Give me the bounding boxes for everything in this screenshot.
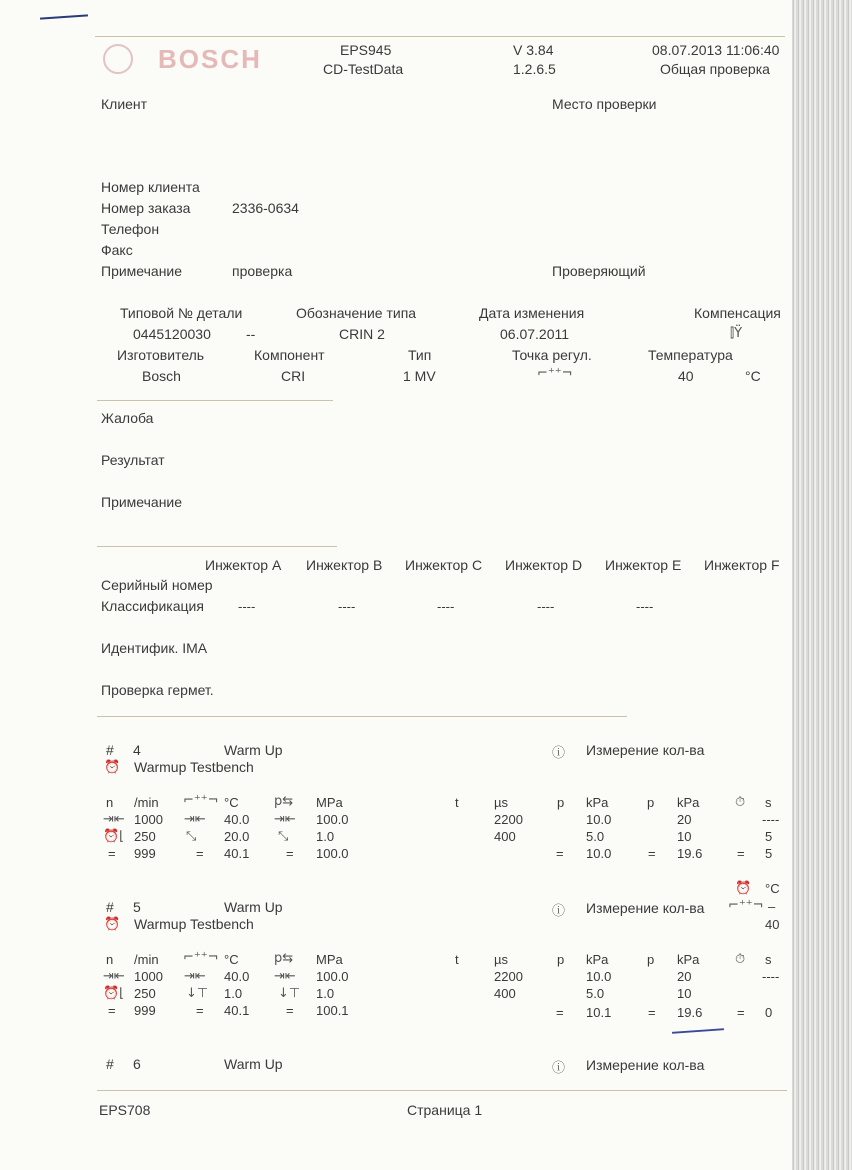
tolerance-icon: ↓⊤ bbox=[278, 986, 301, 1001]
fax-label: Факс bbox=[101, 242, 133, 258]
version: V 3.84 bbox=[513, 42, 554, 58]
step-hash: # bbox=[106, 1056, 114, 1072]
note-label: Примечание bbox=[101, 263, 183, 279]
info-icon: ⓘ bbox=[552, 904, 566, 919]
footer-rule bbox=[97, 1090, 787, 1091]
timer-icon: ⏱ bbox=[735, 795, 746, 810]
nominal-icon: ⇥⇤ bbox=[184, 969, 206, 984]
leak-label: Проверка гермет. bbox=[101, 682, 214, 698]
tolerance-speed: 250 bbox=[134, 986, 156, 1001]
actual-eq: = bbox=[108, 846, 116, 861]
product-name: EPS945 bbox=[340, 42, 392, 58]
nominal-icon: ⇥⇤ bbox=[274, 969, 296, 984]
seconds-actual: 0 bbox=[765, 1005, 773, 1020]
seconds-actual: 5 bbox=[765, 846, 773, 861]
build: 1.2.6.5 bbox=[513, 61, 556, 77]
rail-p-actual: 10.0 bbox=[586, 846, 612, 861]
seconds-nominal: ---- bbox=[762, 812, 780, 827]
rail-p-label: p bbox=[557, 795, 565, 810]
nominal-pressure: 100.0 bbox=[316, 969, 349, 984]
nominal-icon: ⇥⇤ bbox=[103, 812, 125, 827]
temperature-value: 40 bbox=[678, 368, 694, 384]
back-p-actual: 19.6 bbox=[677, 846, 703, 861]
temperature-unit: °C bbox=[745, 368, 761, 384]
extra-temp-unit: °C bbox=[765, 881, 780, 896]
ima-label: Идентифик. IMA bbox=[101, 640, 208, 656]
step-desc: Warmup Testbench bbox=[134, 916, 254, 932]
injector-e-header: Инжектор E bbox=[605, 557, 682, 573]
step-name: Warm Up bbox=[224, 899, 283, 915]
type-label: Обозначение типа bbox=[296, 305, 417, 321]
tolerance-icon: ⤡ bbox=[278, 829, 289, 844]
speed-label: n bbox=[106, 795, 114, 810]
inspector-label: Проверяющий bbox=[552, 263, 646, 279]
location-label: Место проверки bbox=[552, 96, 657, 112]
nominal-icon: ⇥⇤ bbox=[103, 969, 125, 984]
pressure-unit: MPa bbox=[316, 795, 343, 810]
rail-p-nominal: 10.0 bbox=[586, 969, 612, 984]
temperature-label: Температура bbox=[648, 347, 733, 363]
actual-eq: = bbox=[648, 846, 656, 861]
back-p-unit: kPa bbox=[677, 952, 700, 967]
clock-icon: ⏰ bbox=[104, 760, 121, 775]
section-rule bbox=[97, 546, 337, 547]
step-name: Warm Up bbox=[224, 742, 283, 758]
order-no-label: Номер заказа bbox=[101, 200, 191, 216]
actual-eq: = bbox=[556, 846, 564, 861]
timer-icon: ⏱ bbox=[735, 952, 746, 967]
order-no-value: 2336-0634 bbox=[232, 200, 299, 216]
rail-p-tolerance: 5.0 bbox=[586, 986, 605, 1001]
serial-label: Серийный номер bbox=[101, 577, 213, 593]
type-value: CRIN 2 bbox=[339, 326, 385, 342]
tolerance-temp: 1.0 bbox=[224, 986, 243, 1001]
actual-speed: 999 bbox=[134, 846, 156, 861]
measure-label: Измерение кол-ва bbox=[586, 742, 705, 758]
client-no-label: Номер клиента bbox=[101, 179, 200, 195]
speed-unit: /min bbox=[134, 952, 159, 967]
measure-label: Измерение кол-ва bbox=[586, 900, 705, 916]
actual-temp: 40.1 bbox=[224, 846, 250, 861]
reg-point-label: Точка регул. bbox=[512, 347, 592, 363]
rail-p-tolerance: 5.0 bbox=[586, 829, 605, 844]
phone-label: Телефон bbox=[101, 221, 160, 237]
date-value: 06.07.2011 bbox=[500, 326, 570, 342]
pressure-icon: p⇆ bbox=[274, 794, 294, 809]
actual-eq: = bbox=[286, 846, 294, 861]
rail-p-unit: kPa bbox=[586, 952, 609, 967]
step-number: 4 bbox=[133, 742, 141, 758]
pressure-icon: p⇆ bbox=[274, 951, 294, 966]
nominal-temp: 40.0 bbox=[224, 969, 250, 984]
rail-p-nominal: 10.0 bbox=[586, 812, 612, 827]
speed-unit: /min bbox=[134, 795, 159, 810]
temp-sensor-icon: ⌐⁺⁺¬ bbox=[183, 793, 219, 808]
nominal-speed: 1000 bbox=[134, 969, 163, 984]
scan-edge bbox=[792, 0, 852, 1170]
back-p-actual: 19.6 bbox=[677, 1005, 703, 1020]
step-hash: # bbox=[106, 742, 114, 758]
extra-temp-value: 40 bbox=[765, 917, 780, 932]
footer-model: EPS708 bbox=[99, 1102, 151, 1118]
tolerance-pressure: 1.0 bbox=[316, 829, 335, 844]
result-label: Результат bbox=[101, 452, 165, 468]
seconds-unit: s bbox=[765, 795, 772, 810]
date-label: Дата изменения bbox=[479, 305, 585, 321]
section-rule bbox=[97, 400, 333, 401]
actual-eq: = bbox=[196, 1003, 204, 1018]
actual-eq: = bbox=[108, 1003, 116, 1018]
class-d: ---- bbox=[537, 599, 555, 614]
tolerance-icon: ⏰⌊ bbox=[103, 986, 125, 1001]
tolerance-temp: 20.0 bbox=[224, 829, 250, 844]
tolerance-icon: ⏰⌊ bbox=[103, 829, 125, 844]
step-hash: # bbox=[106, 899, 114, 915]
time-unit: µs bbox=[494, 952, 508, 967]
injector-f-header: Инжектор F bbox=[704, 557, 780, 573]
injector-a-header: Инжектор A bbox=[205, 557, 282, 573]
time-nominal: 2200 bbox=[494, 969, 523, 984]
class-e: ---- bbox=[636, 599, 654, 614]
back-p-tolerance: 10 bbox=[677, 986, 692, 1001]
kind-value: 1 MV bbox=[403, 368, 436, 384]
step-number: 5 bbox=[133, 899, 141, 915]
actual-pressure: 100.1 bbox=[316, 1003, 349, 1018]
test-name: Общая проверка bbox=[660, 61, 770, 77]
time-nominal: 2200 bbox=[494, 812, 523, 827]
measure-label: Измерение кол-ва bbox=[586, 1057, 705, 1073]
back-p-unit: kPa bbox=[677, 795, 700, 810]
temp-unit: °C bbox=[224, 795, 239, 810]
speed-label: n bbox=[106, 952, 114, 967]
actual-eq: = bbox=[648, 1005, 656, 1020]
tolerance-pressure: 1.0 bbox=[316, 986, 335, 1001]
brand-logo: BOSCH bbox=[158, 44, 262, 74]
time-tolerance: 400 bbox=[494, 986, 516, 1001]
complaint-label: Жалоба bbox=[101, 410, 154, 426]
actual-eq: = bbox=[737, 1005, 745, 1020]
nominal-icon: ⇥⇤ bbox=[184, 812, 206, 827]
actual-eq: = bbox=[737, 846, 745, 861]
back-p-tolerance: 10 bbox=[677, 829, 692, 844]
back-p-label: p bbox=[647, 952, 655, 967]
seconds-nominal: ---- bbox=[762, 969, 780, 984]
time-label: t bbox=[455, 952, 459, 967]
info-icon: ⓘ bbox=[552, 746, 566, 761]
extra-dash: – bbox=[768, 899, 776, 914]
class-a: ---- bbox=[238, 599, 256, 614]
class-label: Классификация bbox=[101, 598, 204, 614]
time-unit: µs bbox=[494, 795, 508, 810]
remark-label: Примечание bbox=[101, 494, 183, 510]
actual-temp: 40.1 bbox=[224, 1003, 250, 1018]
class-c: ---- bbox=[437, 599, 455, 614]
bosch-logo-icon bbox=[103, 44, 133, 74]
info-icon: ⓘ bbox=[552, 1061, 566, 1076]
kind-label: Тип bbox=[408, 347, 432, 363]
datetime: 08.07.2013 11:06:40 bbox=[652, 42, 780, 58]
actual-eq: = bbox=[196, 846, 204, 861]
part-dash: -- bbox=[246, 326, 256, 342]
time-tolerance: 400 bbox=[494, 829, 516, 844]
component-value: CRI bbox=[281, 368, 306, 384]
nominal-speed: 1000 bbox=[134, 812, 163, 827]
back-p-label: p bbox=[647, 795, 655, 810]
regulation-point-icon: ⌐⁺⁺¬ bbox=[537, 366, 573, 381]
seconds-tolerance: 5 bbox=[765, 829, 773, 844]
page-number: Страница 1 bbox=[407, 1102, 483, 1118]
section-rule bbox=[97, 716, 627, 717]
rail-p-label: p bbox=[557, 952, 565, 967]
temp-sensor-icon: ⌐⁺⁺¬ bbox=[728, 898, 764, 913]
nominal-icon: ⇥⇤ bbox=[274, 812, 296, 827]
maker-label: Изготовитель bbox=[117, 347, 205, 363]
rail-p-actual: 10.1 bbox=[586, 1005, 612, 1020]
back-p-nominal: 20 bbox=[677, 969, 692, 984]
actual-eq: = bbox=[286, 1003, 294, 1018]
clock-icon: ⏰ bbox=[104, 917, 121, 932]
client-label: Клиент bbox=[101, 96, 148, 112]
note-value: проверка bbox=[232, 263, 293, 279]
step-number: 6 bbox=[133, 1056, 141, 1072]
nominal-pressure: 100.0 bbox=[316, 812, 349, 827]
injector-d-header: Инжектор D bbox=[505, 557, 583, 573]
pen-underline bbox=[672, 1028, 724, 1034]
step-name: Warm Up bbox=[224, 1056, 283, 1072]
class-b: ---- bbox=[338, 599, 356, 614]
actual-pressure: 100.0 bbox=[316, 846, 349, 861]
time-label: t bbox=[455, 795, 459, 810]
maker-value: Bosch bbox=[142, 368, 181, 384]
rail-p-unit: kPa bbox=[586, 795, 609, 810]
tolerance-speed: 250 bbox=[134, 829, 156, 844]
injector-b-header: Инжектор B bbox=[306, 557, 383, 573]
step-desc: Warmup Testbench bbox=[134, 759, 254, 775]
temp-unit: °C bbox=[224, 952, 239, 967]
tolerance-icon: ↓⊤ bbox=[186, 986, 209, 1001]
compensation-icon: ⫿Ÿ bbox=[730, 326, 743, 341]
actual-eq: = bbox=[556, 1005, 564, 1020]
product-sub: CD-TestData bbox=[323, 61, 404, 77]
nominal-temp: 40.0 bbox=[224, 812, 250, 827]
tolerance-icon: ⤡ bbox=[186, 829, 197, 844]
clock-icon: ⏰ bbox=[735, 881, 752, 896]
part-no-label: Типовой № детали bbox=[120, 305, 243, 321]
pen-mark bbox=[40, 14, 88, 19]
injector-c-header: Инжектор C bbox=[405, 557, 483, 573]
actual-speed: 999 bbox=[134, 1003, 156, 1018]
back-p-nominal: 20 bbox=[677, 812, 692, 827]
component-label: Компонент bbox=[254, 347, 325, 363]
header-rule bbox=[95, 36, 785, 37]
pressure-unit: MPa bbox=[316, 952, 343, 967]
part-no-value: 0445120030 bbox=[133, 326, 211, 342]
temp-sensor-icon: ⌐⁺⁺¬ bbox=[183, 950, 219, 965]
seconds-unit: s bbox=[765, 952, 772, 967]
compensation-label: Компенсация bbox=[694, 305, 781, 321]
